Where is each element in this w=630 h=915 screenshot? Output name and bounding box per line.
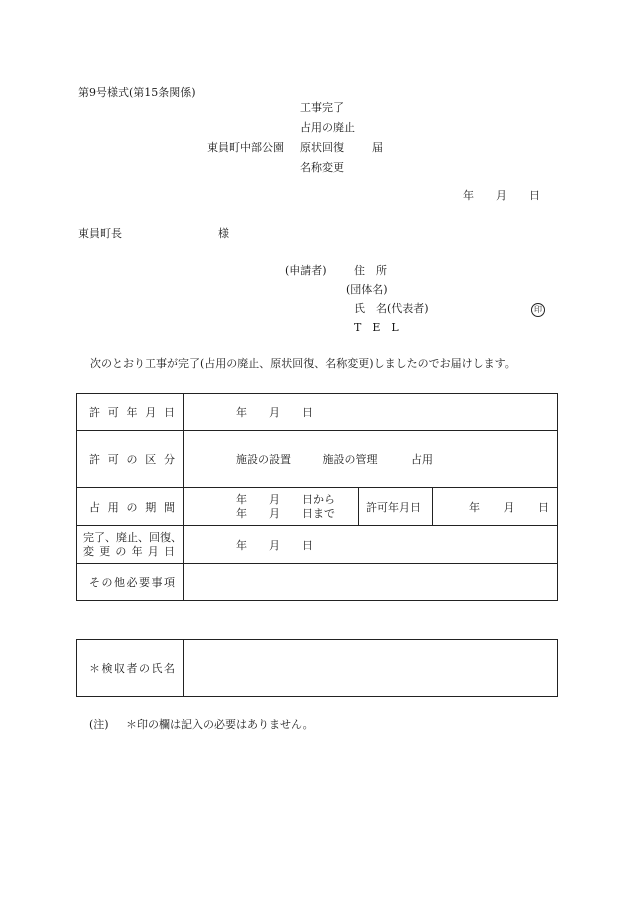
notice-table bbox=[76, 393, 558, 601]
option-restoration: 原状回復 bbox=[300, 141, 344, 154]
seal-mark: 印 bbox=[531, 302, 545, 317]
applicant-group: (団体名) bbox=[346, 283, 388, 296]
submission-date: 年 月 日 bbox=[463, 189, 540, 202]
completion-date-value[interactable]: 年 月 日 bbox=[184, 526, 558, 564]
notice-word: 届 bbox=[372, 141, 383, 154]
park-name: 東員町中部公園 bbox=[207, 141, 284, 154]
category-occupancy[interactable]: 占用 bbox=[411, 453, 433, 466]
form-number: 第9号様式(第15条関係) bbox=[78, 86, 196, 99]
inspector-label: ＊ 検 収 者 の 氏 名 bbox=[77, 640, 184, 697]
period-value[interactable] bbox=[184, 488, 359, 526]
permit-date-sub-label: 許可年月日 bbox=[359, 488, 433, 526]
category-facility-manage[interactable]: 施設の管理 bbox=[322, 453, 378, 466]
permit-date-sub-value[interactable]: 年 月 日 bbox=[433, 488, 558, 526]
applicant-label: (申請者) bbox=[285, 264, 327, 277]
category-facility-install[interactable]: 施設の設置 bbox=[236, 453, 291, 466]
permit-date-label: 許 可 年 月 日 bbox=[77, 394, 184, 431]
note-prefix: (注) bbox=[89, 718, 109, 731]
option-name-change: 名称変更 bbox=[300, 161, 344, 174]
other-value[interactable] bbox=[184, 564, 558, 601]
body-text: 次のとおり工事が完了(占用の廃止、原状回復、名称変更)しましたのでお届けします。 bbox=[90, 357, 516, 370]
option-occupancy-abolished: 占用の廃止 bbox=[300, 121, 355, 134]
inspector-table bbox=[76, 639, 558, 697]
permit-date-value[interactable]: 年 月 日 bbox=[184, 394, 558, 431]
applicant-tel: T E L bbox=[354, 321, 399, 334]
inspector-value[interactable] bbox=[184, 640, 558, 697]
other-label: そ の 他 必 要 事 項 bbox=[77, 564, 184, 601]
category-value[interactable] bbox=[184, 431, 558, 488]
addressee-title: 東員町長 bbox=[78, 227, 122, 240]
addressee-honorific: 様 bbox=[218, 227, 229, 240]
period-from: 年 月 日から bbox=[236, 492, 335, 506]
applicant-name: 氏 名(代表者) bbox=[354, 302, 429, 315]
period-label: 占 用 の 期 間 bbox=[77, 488, 184, 526]
period-to: 年 月 日まで bbox=[236, 506, 335, 520]
note-text: ＊印の欄は記入の必要はありません。 bbox=[126, 718, 314, 731]
completion-date-label: 完了、廃止、回復、 変 更 の 年 月 日 bbox=[77, 526, 184, 564]
applicant-address: 住 所 bbox=[354, 264, 387, 277]
category-label: 許 可 の 区 分 bbox=[77, 431, 184, 488]
option-construction-complete: 工事完了 bbox=[300, 101, 344, 114]
